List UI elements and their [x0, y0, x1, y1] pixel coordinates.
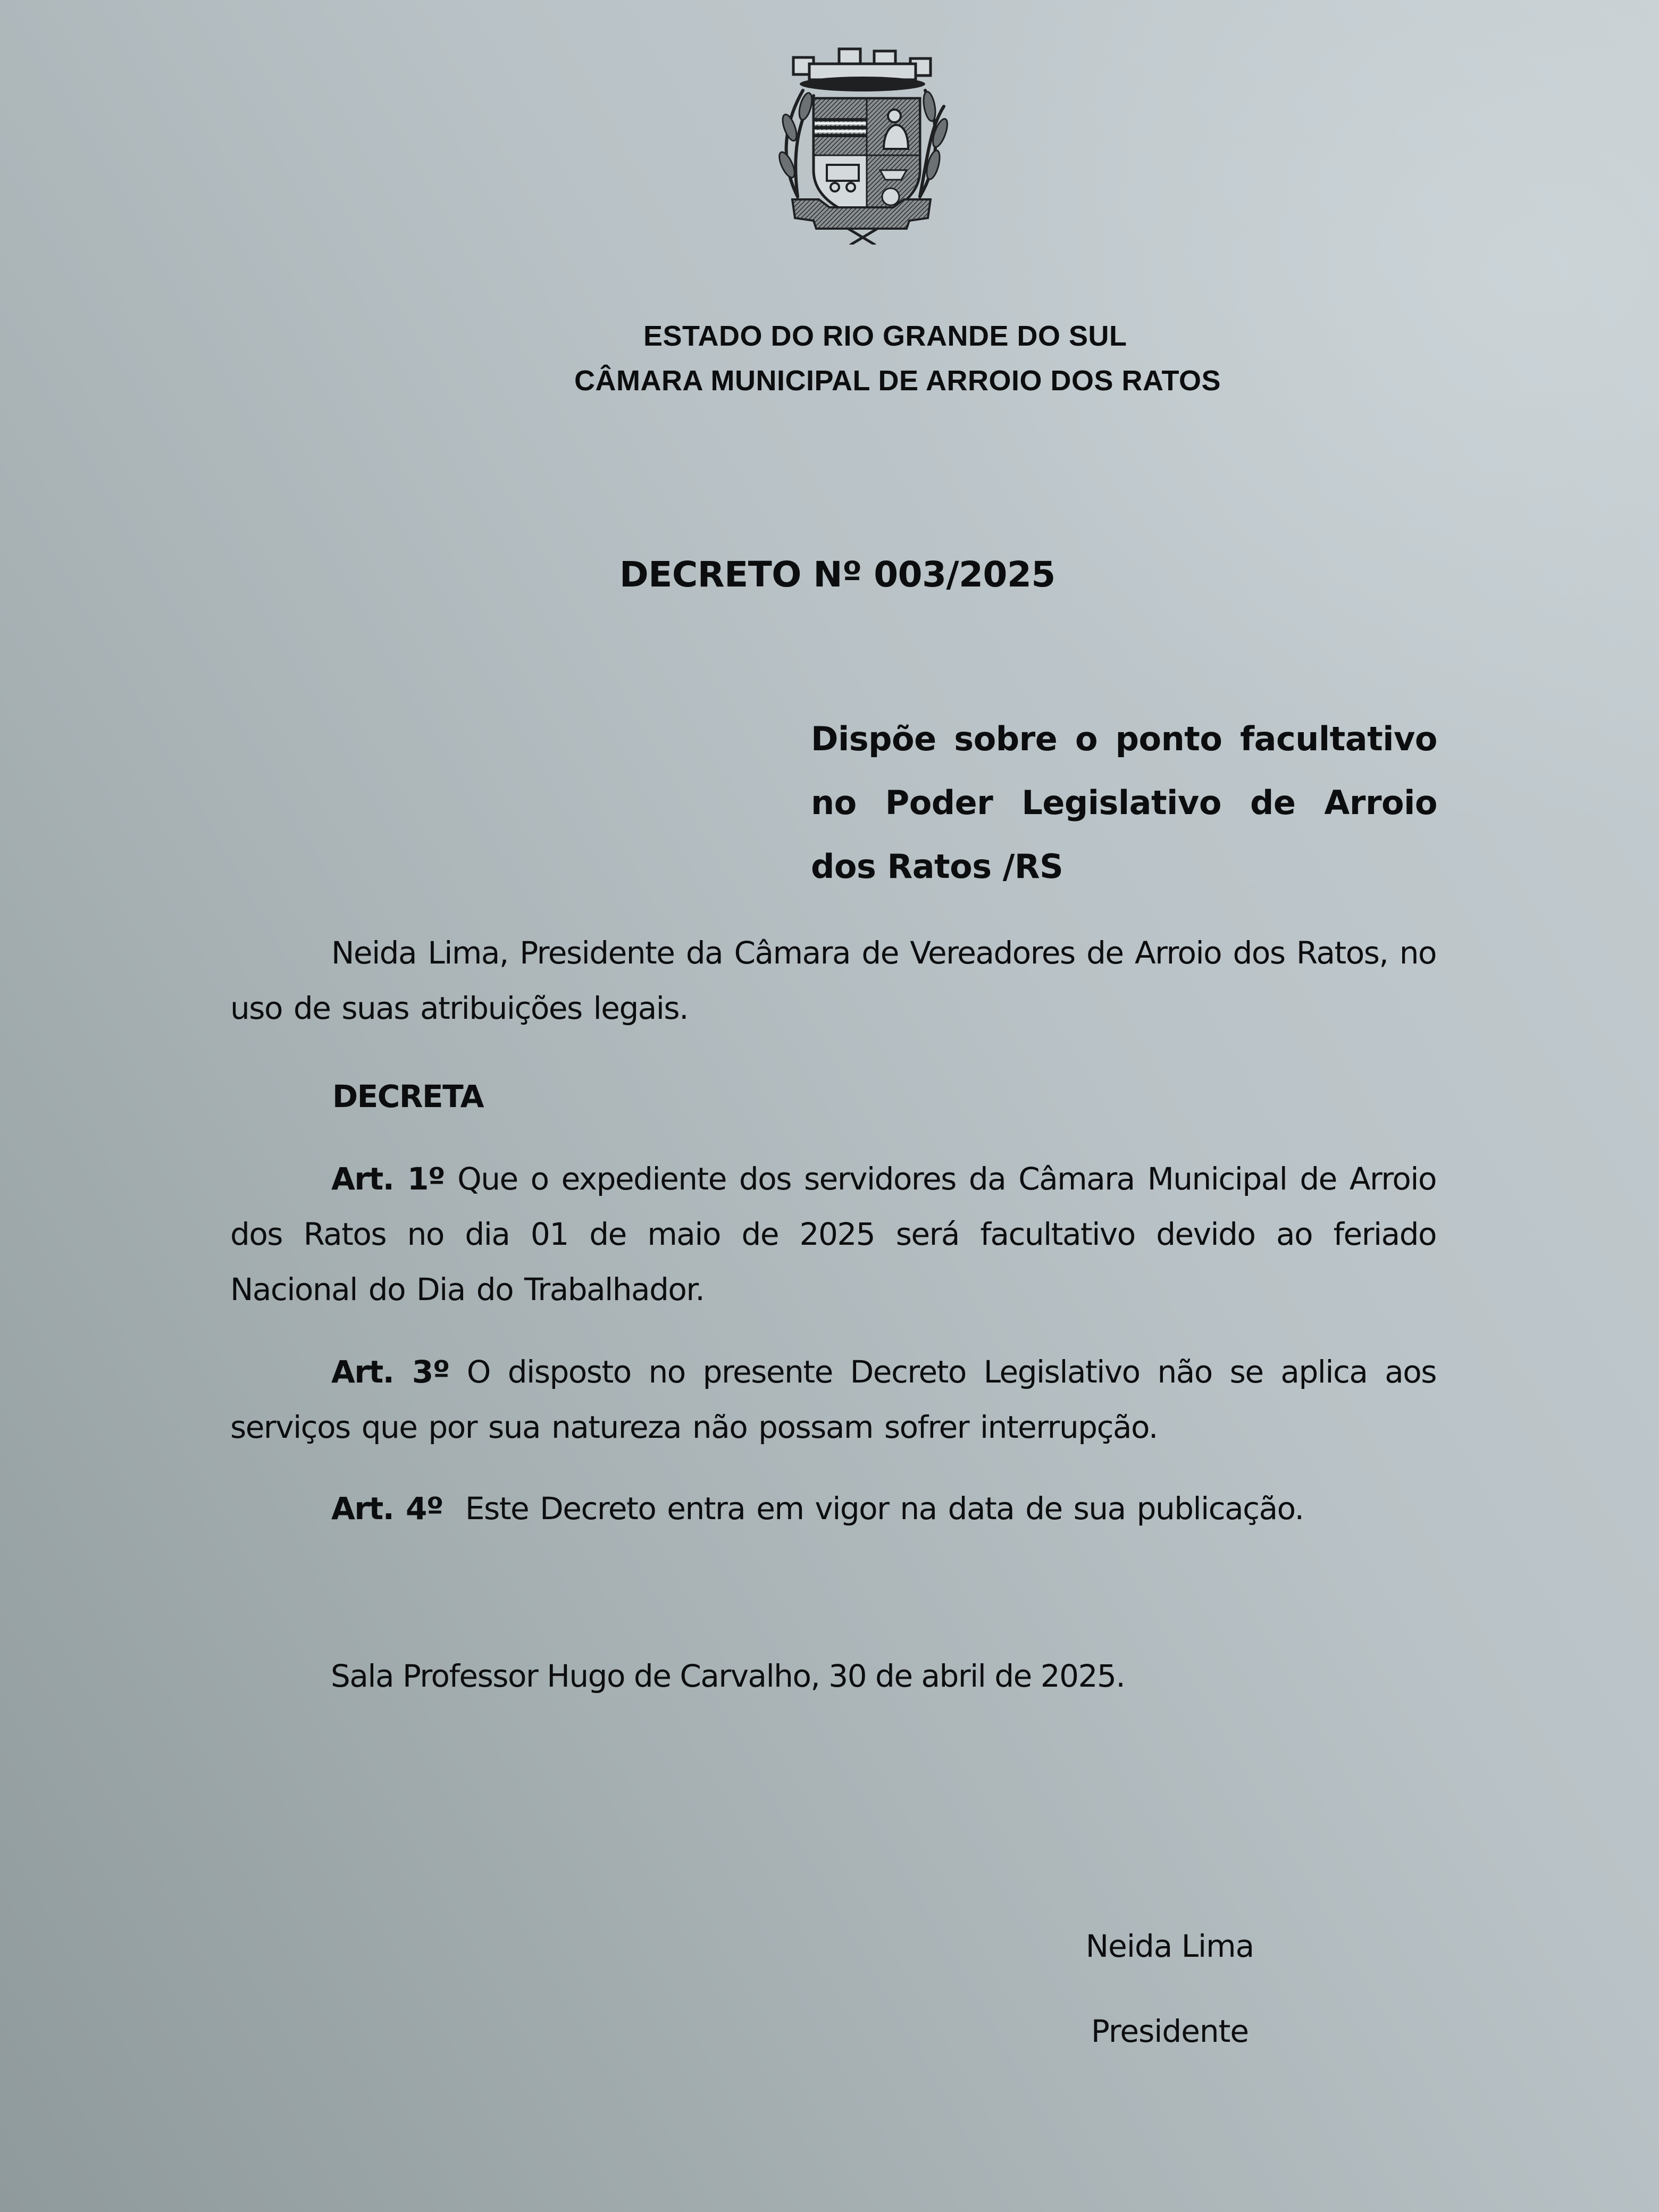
article-text: Que o expediente dos servidores da Câmara Municipal de Arroio dos Ratos no dia 01 de maio de 2025 será facultativo devido ao feriado Nacional do Dia do Trabalhador.	[230, 1161, 1437, 1308]
signatory-role: Presidente	[1091, 2013, 1249, 2049]
place-and-date: Sala Professor Hugo de Carvalho, 30 de abril de 2025.	[331, 1658, 1125, 1694]
article-label: Art. 4º	[331, 1490, 443, 1527]
article-text: Este Decreto entra em vigor na data de sua publicação.	[465, 1490, 1304, 1527]
municipal-coat-of-arms-icon	[760, 37, 957, 245]
document-header	[574, 314, 1221, 403]
signature-block	[1069, 1904, 1271, 2074]
signatory-name: Neida Lima	[1085, 1928, 1254, 1964]
preamble-paragraph: Neida Lima, Presidente da Câmara de Vereadores de Arroio dos Ratos, no uso de suas atribuições legais.	[230, 935, 1436, 1026]
article-4	[230, 1481, 1436, 1536]
header-state: ESTADO DO RIO GRANDE DO SUL	[643, 320, 1127, 352]
article-label: Art. 1º	[331, 1161, 445, 1197]
decree-summary: Dispõe sobre o ponto facultativo no Poder Legislativo de Arroio dos Ratos /RS	[811, 719, 1437, 886]
article-text: O disposto no presente Decreto Legislativo não se aplica aos serviços que por sua natureza não possam sofrer interrupção.	[230, 1354, 1437, 1445]
header-chamber: CÂMARA MUNICIPAL DE ARROIO DOS RATOS	[574, 365, 1221, 397]
decreta-heading: DECRETA	[332, 1078, 484, 1115]
article-label: Art. 3º	[331, 1354, 449, 1390]
decree-title: DECRETO Nº 003/2025	[619, 554, 1055, 595]
article-1	[230, 1151, 1436, 1317]
article-3	[230, 1344, 1436, 1455]
